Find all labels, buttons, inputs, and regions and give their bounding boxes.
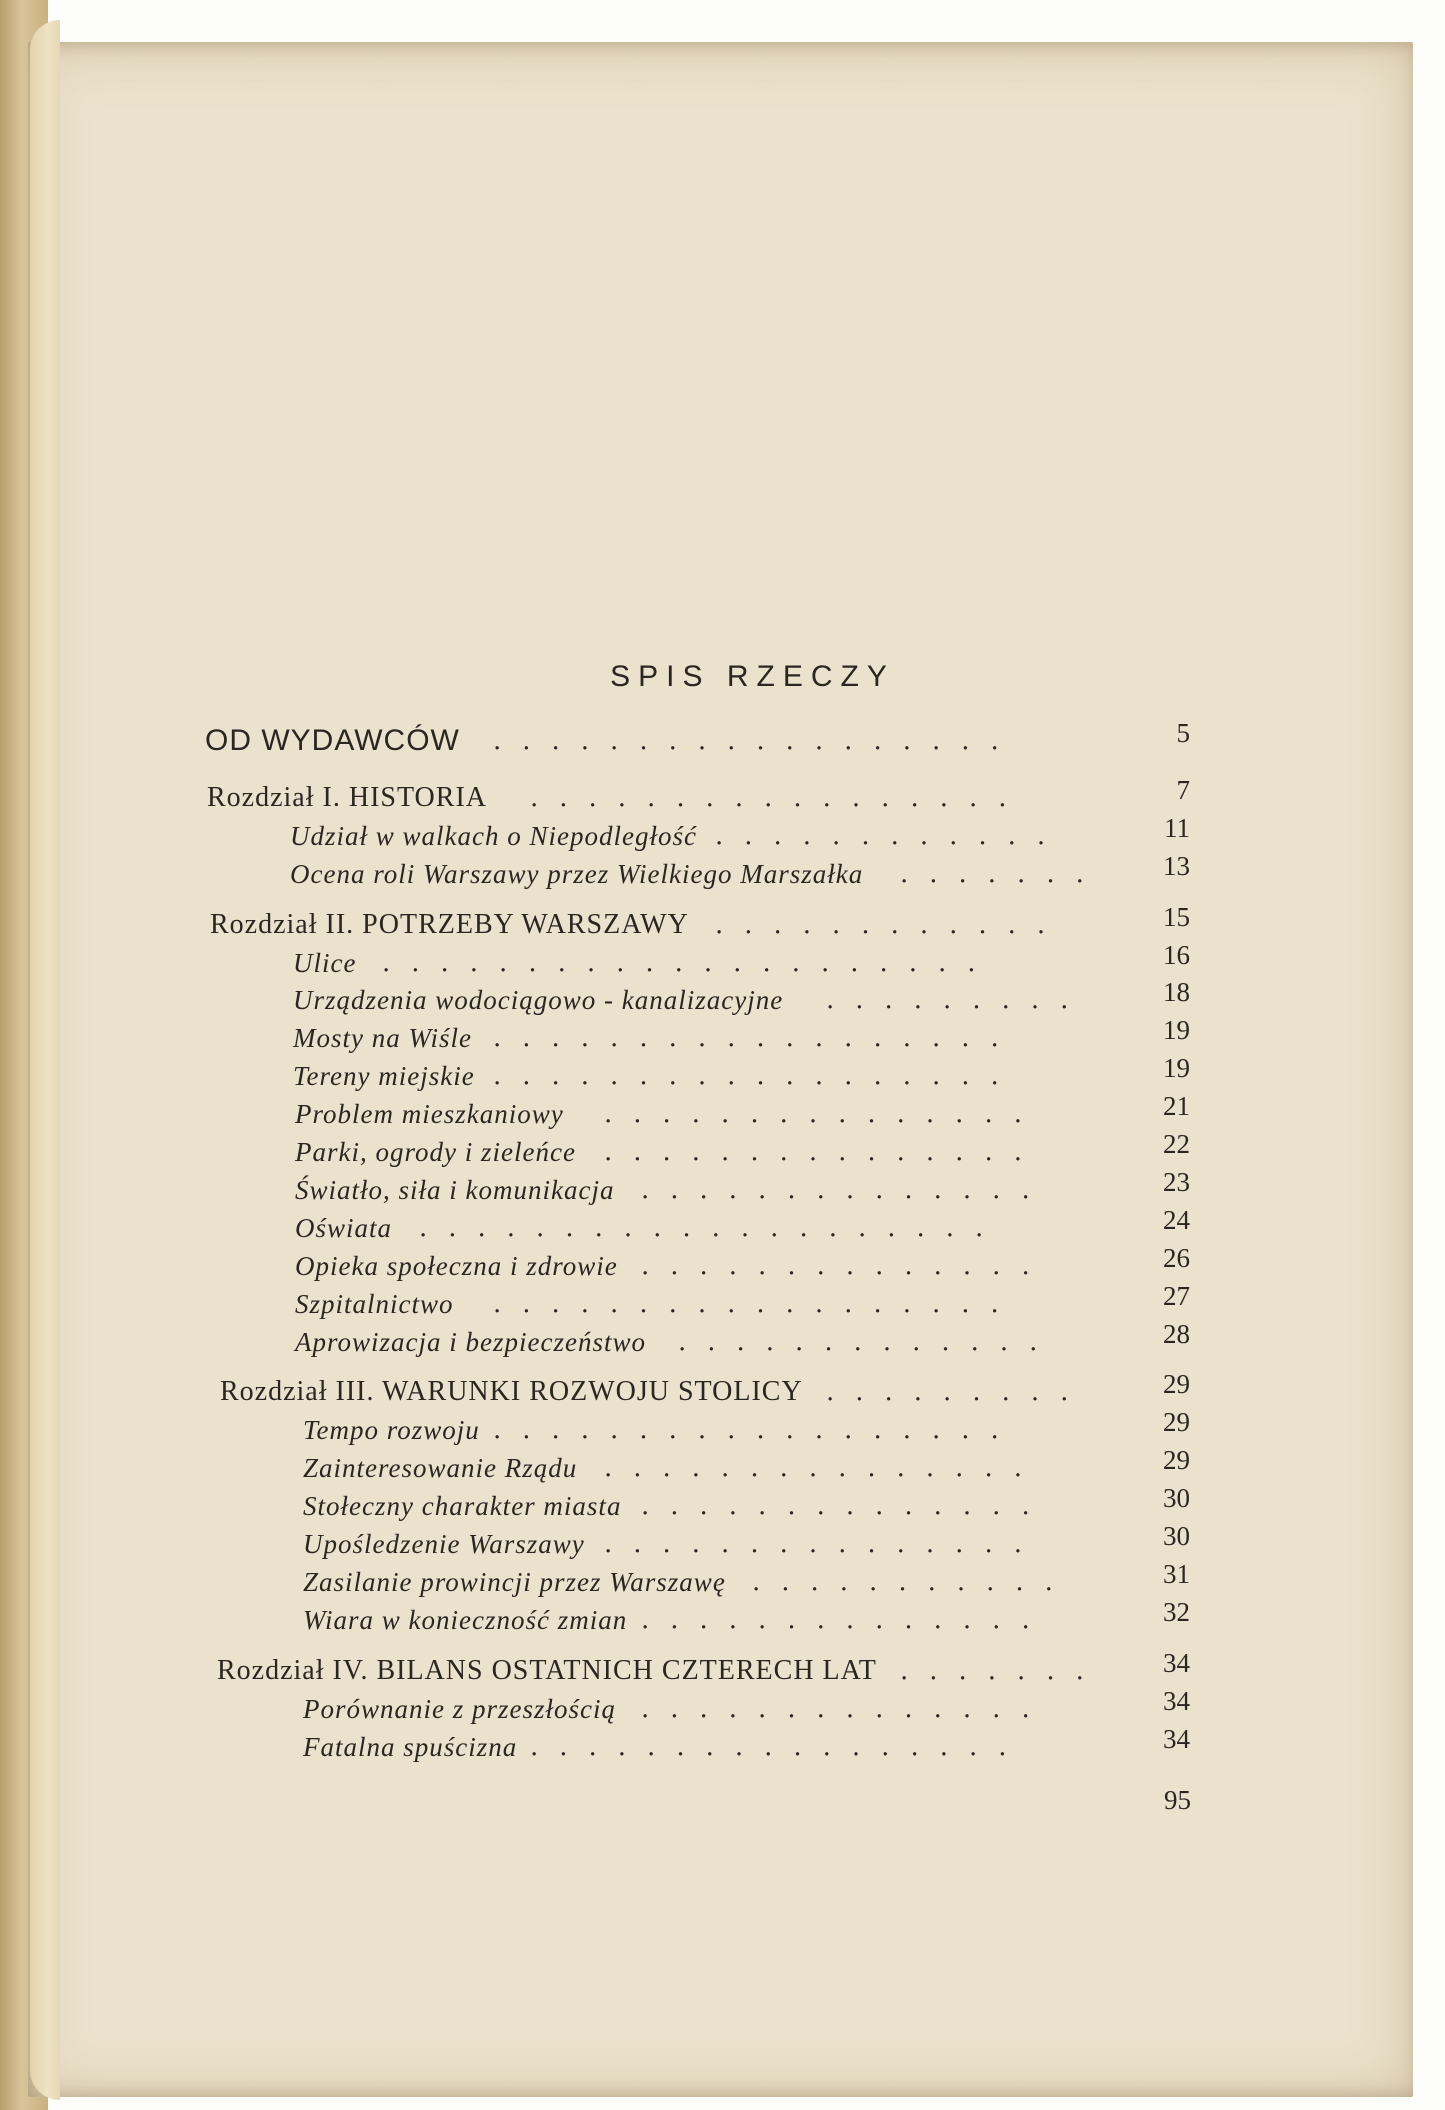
toc-entry bbox=[295, 1319, 1190, 1361]
toc-entry-label: Zainteresowanie Rządu bbox=[303, 1453, 578, 1483]
toc-entry-label: Urządzenia wodociągowo - kanalizacyjne bbox=[293, 985, 784, 1015]
toc-entry-label: Porównanie z przeszłością bbox=[303, 1694, 617, 1724]
toc-entry bbox=[293, 940, 1190, 982]
toc-entry-label: Upośledzenie Warszawy bbox=[303, 1529, 585, 1559]
toc-entry-label: Zasilanie prowincji przez Warszawę bbox=[303, 1567, 726, 1597]
toc-entry-page: 30 bbox=[1163, 1483, 1190, 1513]
toc-entry-page: 34 bbox=[1163, 1686, 1190, 1716]
toc-entry-page: 19 bbox=[1163, 1053, 1190, 1083]
toc-entry-label: Ulice bbox=[293, 948, 357, 978]
toc-entry-label: Światło, siła i komunikacja bbox=[295, 1175, 615, 1205]
toc-leader-dots: .................. bbox=[493, 726, 1020, 756]
toc-entry-label: Szpitalnictwo bbox=[295, 1289, 454, 1319]
toc-entry-page: 19 bbox=[1163, 1015, 1190, 1045]
toc-entry-page: 15 bbox=[1163, 902, 1190, 932]
toc-entry bbox=[303, 1521, 1190, 1563]
toc-entry-page: 16 bbox=[1163, 940, 1190, 970]
toc-entry-page: 29 bbox=[1163, 1445, 1190, 1475]
toc-entry bbox=[303, 1597, 1190, 1639]
toc-entry-page: 29 bbox=[1163, 1407, 1190, 1437]
toc-entry-label: Problem mieszkaniowy bbox=[295, 1099, 564, 1129]
toc-entry bbox=[295, 1167, 1190, 1209]
toc-leader-dots: ................. bbox=[530, 1732, 1028, 1762]
toc-entry-label: Rozdział I. HISTORIA bbox=[207, 782, 487, 813]
toc-leader-dots: ................. bbox=[530, 783, 1028, 813]
toc-entry bbox=[295, 1281, 1190, 1323]
page-number: 95 bbox=[1164, 1785, 1191, 1815]
toc-leader-dots: ......... bbox=[826, 985, 1090, 1015]
toc-entry-page: 27 bbox=[1163, 1281, 1190, 1311]
toc-entry-page: 21 bbox=[1163, 1091, 1190, 1121]
toc-entry-page: 34 bbox=[1163, 1724, 1190, 1754]
toc-entry-label: OD WYDAWCÓW bbox=[205, 724, 460, 757]
toc-entry bbox=[220, 1369, 1190, 1411]
toc-entry bbox=[303, 1724, 1190, 1766]
toc-entry bbox=[295, 1091, 1190, 1133]
toc-leader-dots: .............. bbox=[641, 1491, 1051, 1521]
toc-entry-page: 22 bbox=[1163, 1129, 1190, 1159]
toc-leader-dots: ............ bbox=[715, 821, 1067, 851]
toc-entry bbox=[303, 1686, 1190, 1728]
toc-leader-dots: .............. bbox=[641, 1251, 1051, 1281]
toc-leader-dots: .............. bbox=[641, 1175, 1051, 1205]
toc-entry bbox=[295, 1243, 1190, 1285]
toc-leader-dots: .................. bbox=[493, 1415, 1020, 1445]
toc-leader-dots: ............... bbox=[604, 1453, 1043, 1483]
toc-entry-page: 30 bbox=[1163, 1521, 1190, 1551]
toc-entry-label: Stołeczny charakter miasta bbox=[303, 1491, 622, 1521]
toc-entry-page: 18 bbox=[1163, 977, 1190, 1007]
toc-entry-page: 32 bbox=[1163, 1597, 1190, 1627]
toc-entry-page: 23 bbox=[1163, 1167, 1190, 1197]
toc-entry-label: Aprowizacja i bezpieczeństwo bbox=[295, 1327, 646, 1357]
toc-leader-dots: .................. bbox=[493, 1061, 1020, 1091]
toc-leader-dots: ........... bbox=[752, 1567, 1074, 1597]
toc-entry-label: Parki, ogrody i zieleńce bbox=[295, 1137, 576, 1167]
toc-entry-page: 24 bbox=[1163, 1205, 1190, 1235]
toc-entry-page: 5 bbox=[1176, 718, 1190, 748]
toc-entry bbox=[303, 1445, 1190, 1487]
toc-entry-label: Opieka społeczna i zdrowie bbox=[295, 1251, 618, 1281]
toc-entry-page: 13 bbox=[1163, 851, 1190, 881]
toc-entry bbox=[293, 977, 1190, 1019]
toc-entry-label: Mosty na Wiśle bbox=[293, 1023, 472, 1053]
toc-entry bbox=[303, 1483, 1190, 1525]
toc-entry bbox=[290, 813, 1190, 855]
toc-entry bbox=[303, 1559, 1190, 1601]
toc-entry-page: 28 bbox=[1163, 1319, 1190, 1349]
toc-entry-label: Oświata bbox=[295, 1213, 393, 1243]
toc-entry-page: 26 bbox=[1163, 1243, 1190, 1273]
toc-entry bbox=[205, 718, 1190, 760]
toc-entry-label: Rozdział II. POTRZEBY WARSZAWY bbox=[210, 909, 689, 940]
toc-entry-label: Tereny miejskie bbox=[293, 1061, 475, 1091]
toc-entry-label: Wiara w konieczność zmian bbox=[303, 1605, 628, 1635]
toc-leader-dots: .............. bbox=[641, 1605, 1051, 1635]
toc-title: SPIS RZECZY bbox=[610, 660, 895, 693]
toc-leader-dots: ............... bbox=[604, 1099, 1043, 1129]
toc-leader-dots: .................. bbox=[493, 1023, 1020, 1053]
toc-leader-dots: .................... bbox=[419, 1213, 1005, 1243]
toc-leader-dots: ....... bbox=[900, 1656, 1105, 1686]
toc-entry bbox=[207, 775, 1190, 817]
toc-entry bbox=[293, 1015, 1190, 1057]
toc-entry bbox=[210, 902, 1190, 944]
toc-leader-dots: ............... bbox=[604, 1137, 1043, 1167]
toc-leader-dots: .............. bbox=[641, 1694, 1051, 1724]
toc-entry-label: Udział w walkach o Niepodległość bbox=[290, 821, 697, 851]
toc-entry bbox=[217, 1648, 1190, 1690]
toc-leader-dots: ......... bbox=[826, 1377, 1090, 1407]
toc-leader-dots: .................. bbox=[493, 1289, 1020, 1319]
toc-entry bbox=[290, 851, 1190, 893]
toc-leader-dots: ............. bbox=[678, 1327, 1059, 1357]
toc-entry-label: Ocena roli Warszawy przez Wielkiego Marszałka bbox=[290, 859, 864, 889]
toc-entry-page: 34 bbox=[1163, 1648, 1190, 1678]
toc-entry bbox=[303, 1407, 1190, 1449]
toc-entry-page: 11 bbox=[1164, 813, 1190, 843]
toc-leader-dots: ............ bbox=[715, 910, 1067, 940]
toc-entry-page: 31 bbox=[1163, 1559, 1190, 1589]
toc-entry bbox=[295, 1205, 1190, 1247]
toc-leader-dots: ..................... bbox=[382, 948, 997, 978]
toc-entry-label: Tempo rozwoju bbox=[303, 1415, 480, 1445]
toc-entry-label: Rozdział IV. BILANS OSTATNICH CZTERECH LAT bbox=[217, 1655, 877, 1686]
toc-entry-label: Fatalna spuścizna bbox=[303, 1732, 518, 1762]
toc-entry-page: 7 bbox=[1176, 775, 1190, 805]
toc-entry-page: 29 bbox=[1163, 1369, 1190, 1399]
toc-entry bbox=[295, 1129, 1190, 1171]
toc-entry bbox=[293, 1053, 1190, 1095]
toc-entry-label: Rozdział III. WARUNKI ROZWOJU STOLICY bbox=[220, 1376, 803, 1407]
toc-leader-dots: ............... bbox=[604, 1529, 1043, 1559]
toc-leader-dots: ....... bbox=[900, 859, 1105, 889]
